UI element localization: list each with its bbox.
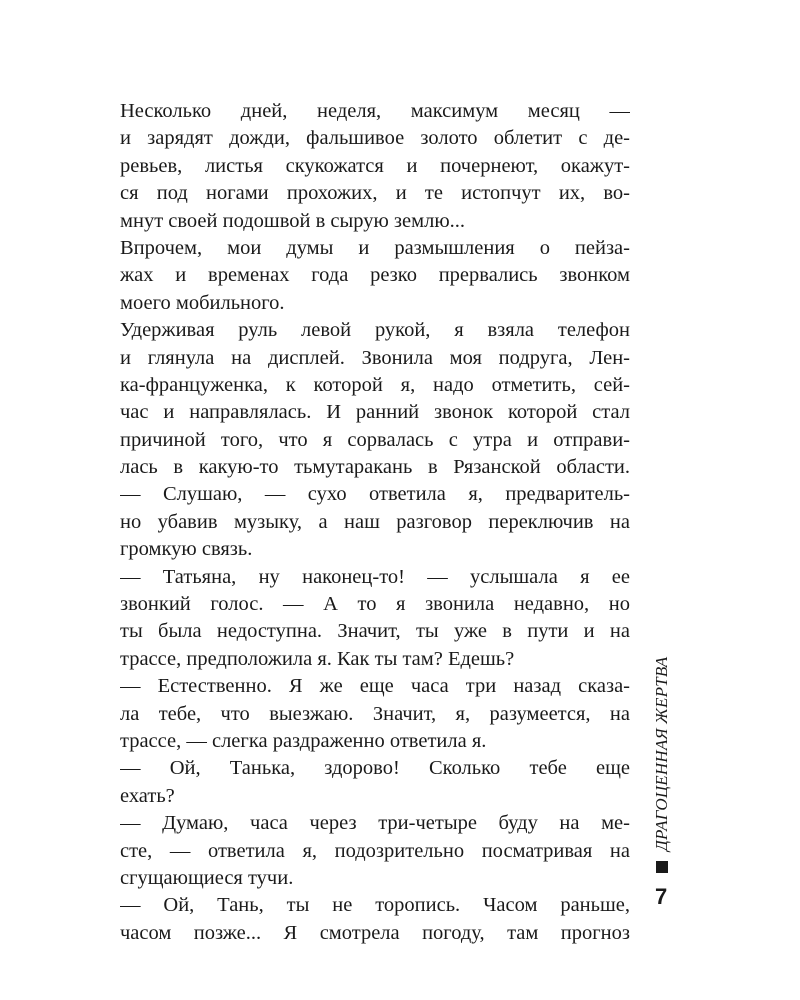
text-line: Несколько дней, неделя, максимум месяц — xyxy=(120,100,630,122)
text-line: но убавив музыку, а наш разговор переключив на xyxy=(120,510,630,533)
text-line: жах и временах года резко прервались звонком xyxy=(120,264,630,287)
text-line: мнут своей подошвой в сырую землю... xyxy=(120,209,466,232)
text-line: сгущающиеся тучи. xyxy=(120,866,294,889)
text-line: — Ой, Танька, здорово! Сколько тебе еще xyxy=(120,757,630,780)
text-line: лась в какую-то тьмутаракань в Рязанской области. xyxy=(120,456,630,479)
text-line: трассе, — слегка раздраженно ответила я. xyxy=(120,729,487,752)
text-line: — Слушаю, — сухо ответила я, предваритель- xyxy=(120,483,630,506)
paragraph xyxy=(120,317,630,481)
paragraph xyxy=(120,481,630,563)
text-line: ся под ногами прохожих, и те истопчут их, во- xyxy=(120,182,630,205)
page-number: 7 xyxy=(655,884,668,909)
text-line: и зарядят дожди, фальшивое золото облетит с де- xyxy=(120,127,630,150)
text-line: часом позже... Я смотрела погоду, там прогноз xyxy=(120,921,630,944)
text-line: моего мобильного. xyxy=(120,291,285,314)
paragraph xyxy=(120,755,630,810)
text-line: — Ой, Тань, ты не торопись. Часом раньше, xyxy=(120,894,630,917)
text-line: звонкий голос. — А то я звонила недавно, но xyxy=(120,593,630,616)
text-line: и глянула на дисплей. Звонила моя подруга, Лен- xyxy=(120,346,630,369)
text-line: ка-француженка, к которой я, надо отметить, сей- xyxy=(120,373,630,396)
text-line: ла тебе, что выезжаю. Значит, я, разумеется, на xyxy=(120,702,630,725)
text-line: — Думаю, часа через три-четыре буду на ме- xyxy=(120,812,630,835)
paragraph xyxy=(120,564,630,674)
text-line: причиной того, что я сорвалась с утра и отправи- xyxy=(120,428,630,451)
text-line: Удерживая руль левой рукой, я взяла телефон xyxy=(120,319,630,342)
text-line: трассе, предположила я. Как ты там? Едешь? xyxy=(120,647,515,670)
body-text xyxy=(120,98,630,947)
text-line: — Татьяна, ну наконец-то! — услышала я ее xyxy=(120,565,630,588)
text-line: громкую связь. xyxy=(120,538,253,561)
text-line: сте, — ответила я, подозрительно посматривая на xyxy=(120,839,630,862)
text-line: — Естественно. Я же еще часа три назад сказа- xyxy=(120,675,630,698)
paragraph xyxy=(120,810,630,892)
square-marker-icon xyxy=(656,861,668,873)
running-title xyxy=(652,657,672,873)
running-title-text: ДРАГОЦЕННАЯ ЖЕРТВА xyxy=(652,656,671,851)
paragraph xyxy=(120,673,630,755)
text-line: ревьев, листья скукожатся и почернеют, окажут- xyxy=(120,154,630,177)
paragraph xyxy=(120,98,630,235)
text-line: Впрочем, мои думы и размышления о пейза- xyxy=(120,236,630,259)
text-line: час и направлялась. И ранний звонок которой стал xyxy=(120,401,630,424)
text-line: ты была недоступна. Значит, ты уже в пути и на xyxy=(120,620,630,643)
paragraph xyxy=(120,892,630,947)
text-line: ехать? xyxy=(120,784,175,807)
paragraph xyxy=(120,235,630,317)
